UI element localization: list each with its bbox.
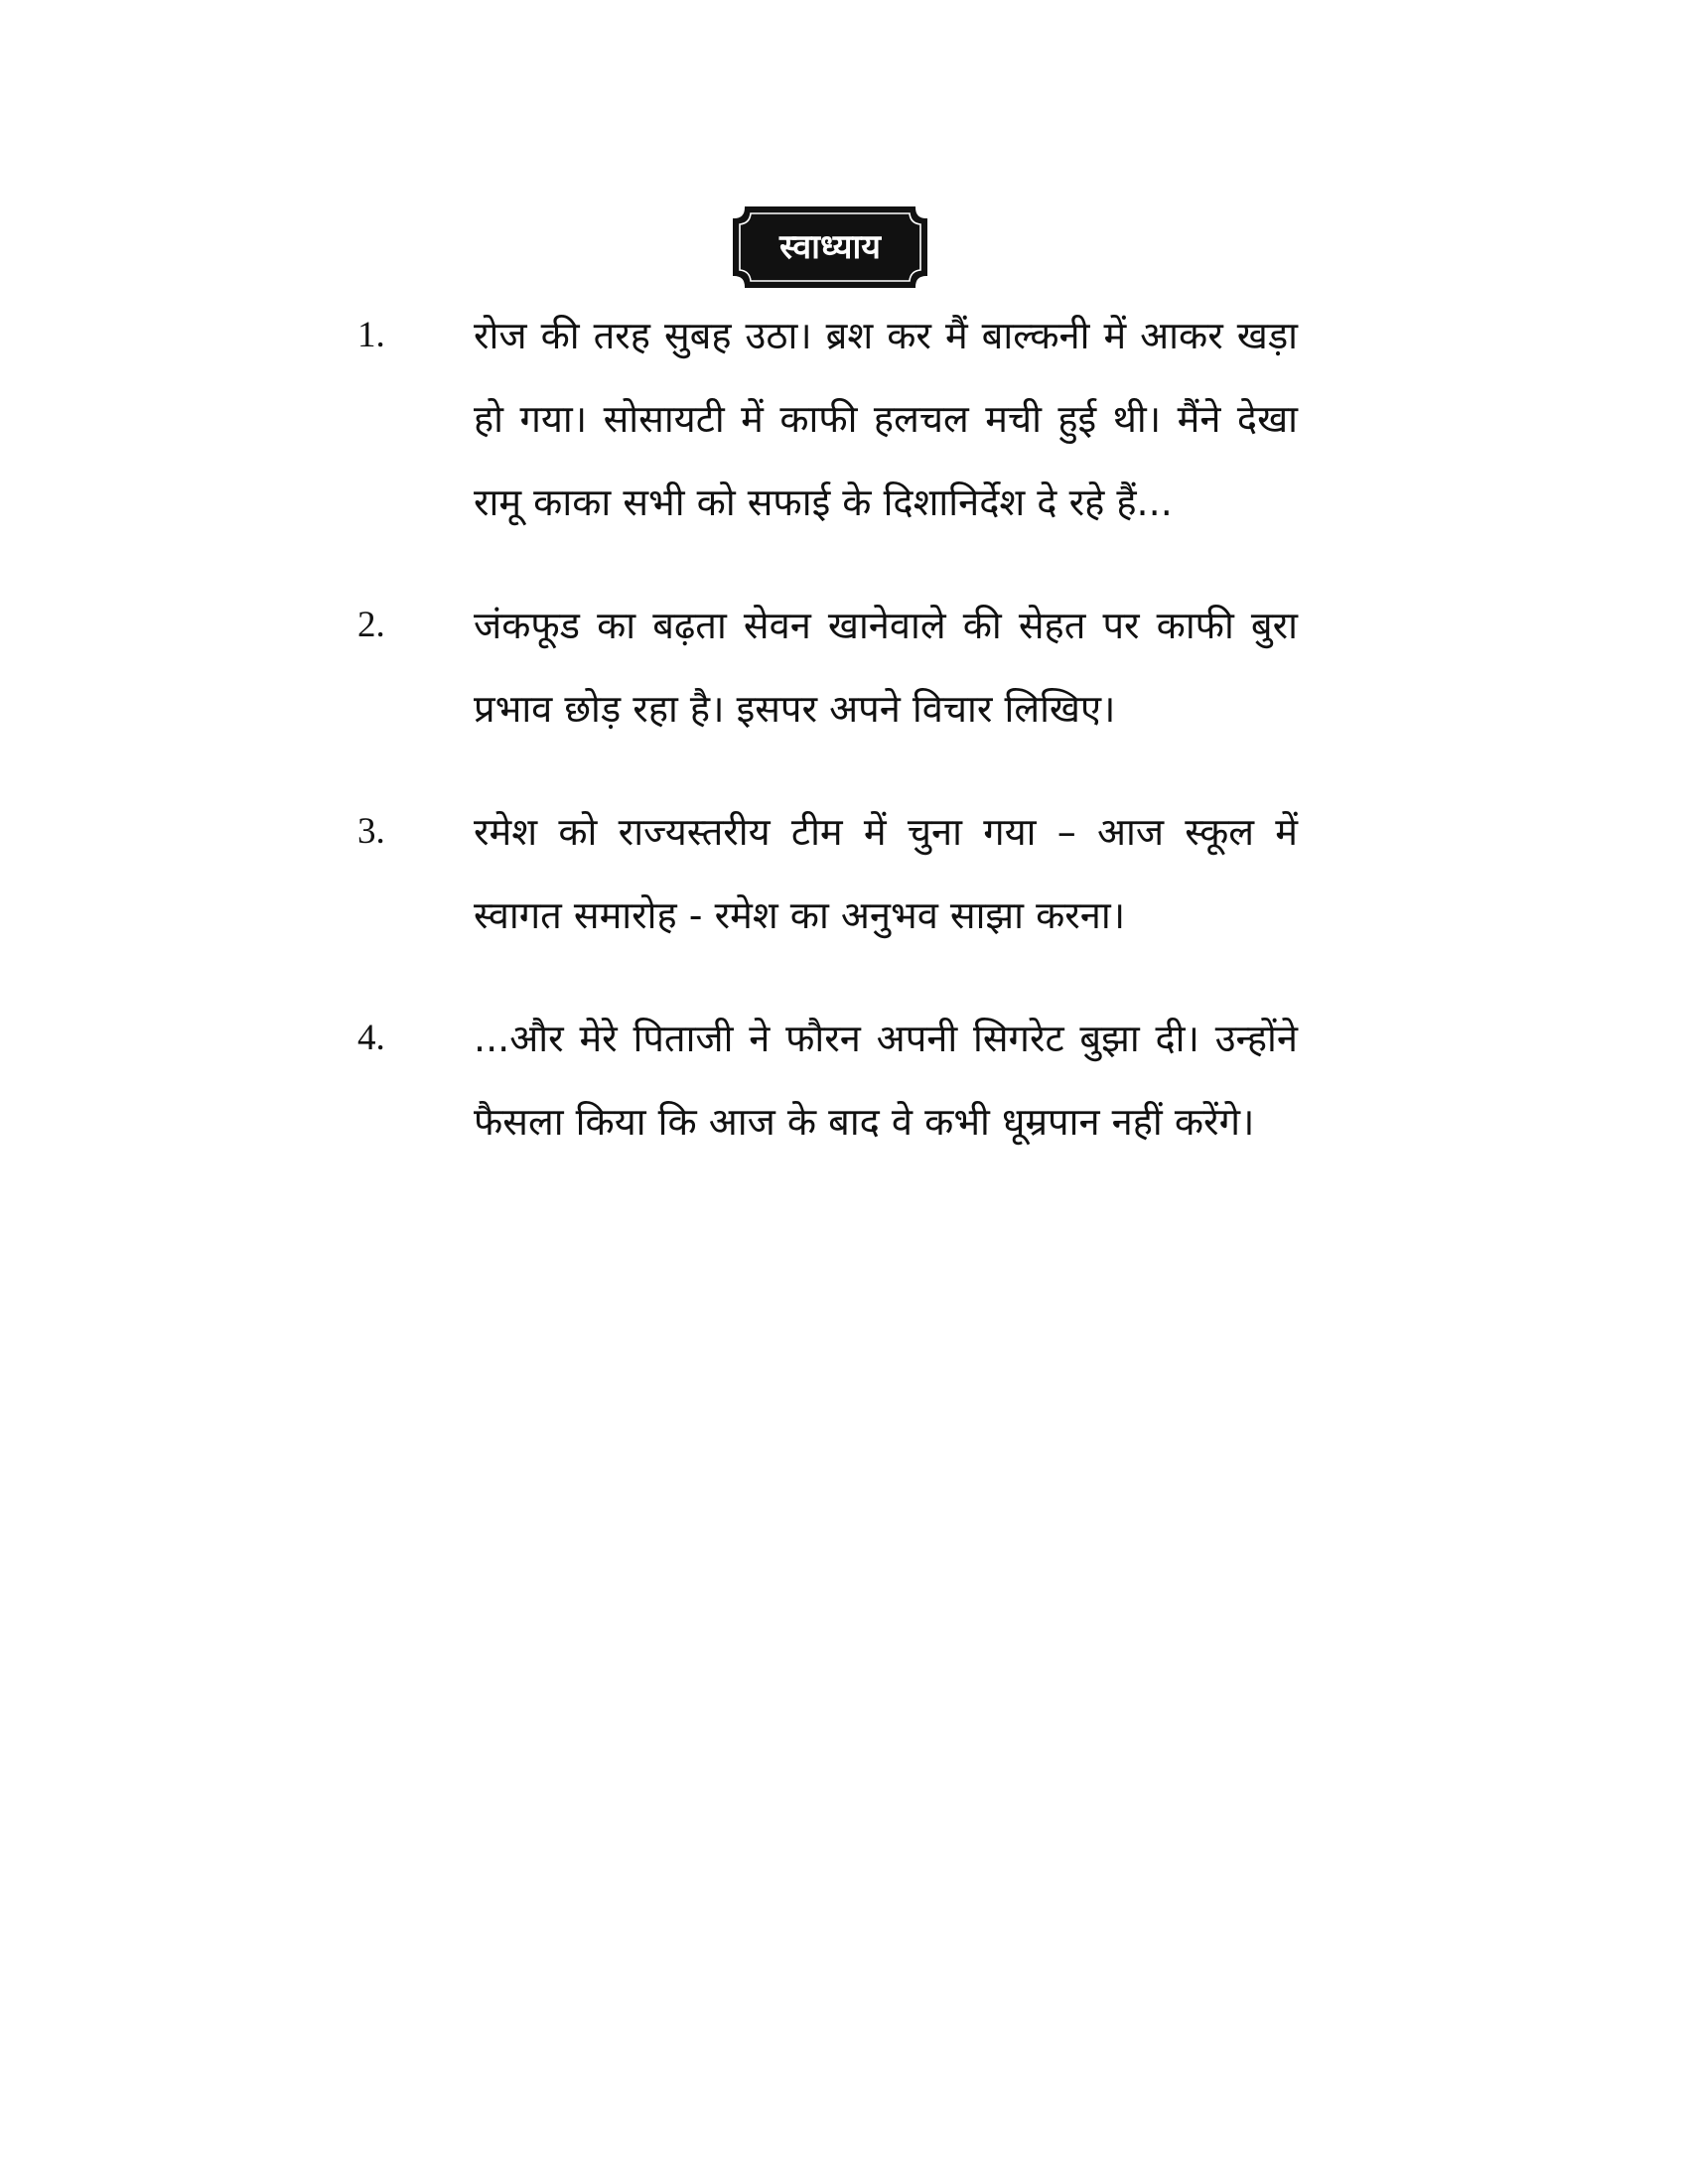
section-title-badge (732, 205, 928, 289)
question-item (357, 997, 1311, 1163)
question-item (357, 294, 1311, 544)
question-text: जंकफूड का बढ़ता सेवन खानेवाले की सेहत पर काफी बुरा प्रभाव छोड़ रहा है। इसपर अपने विचार लिखिए। (474, 604, 1298, 731)
section-title: स्वाध्याय (779, 227, 881, 267)
question-text: रोज की तरह सुबह उठा। ब्रश कर मैं बाल्कनी में आकर खड़ा हो गया। सोसायटी में काफी हलचल मची हुई थी। मैंने देखा रामू काका सभी को सफाई के दिशानिर्देश दे रहे हैं... (474, 314, 1298, 524)
question-text: ...और मेरे पिताजी ने फौरन अपनी सिगरेट बुझा दी। उन्होंने फैसला किया कि आज के बाद वे कभी धूम्रपान नहीं करेंगे। (474, 1017, 1298, 1144)
question-item (357, 790, 1311, 957)
question-number: 2. (357, 605, 385, 645)
question-list (357, 294, 1311, 1203)
question-number: 3. (357, 811, 385, 852)
question-item (357, 584, 1311, 751)
question-number: 1. (357, 315, 385, 355)
question-text: रमेश को राज्यस्तरीय टीम में चुना गया – आज स्कूल में स्वागत समारोह - रमेश का अनुभव साझा करना। (474, 810, 1298, 937)
question-number: 4. (357, 1018, 385, 1058)
